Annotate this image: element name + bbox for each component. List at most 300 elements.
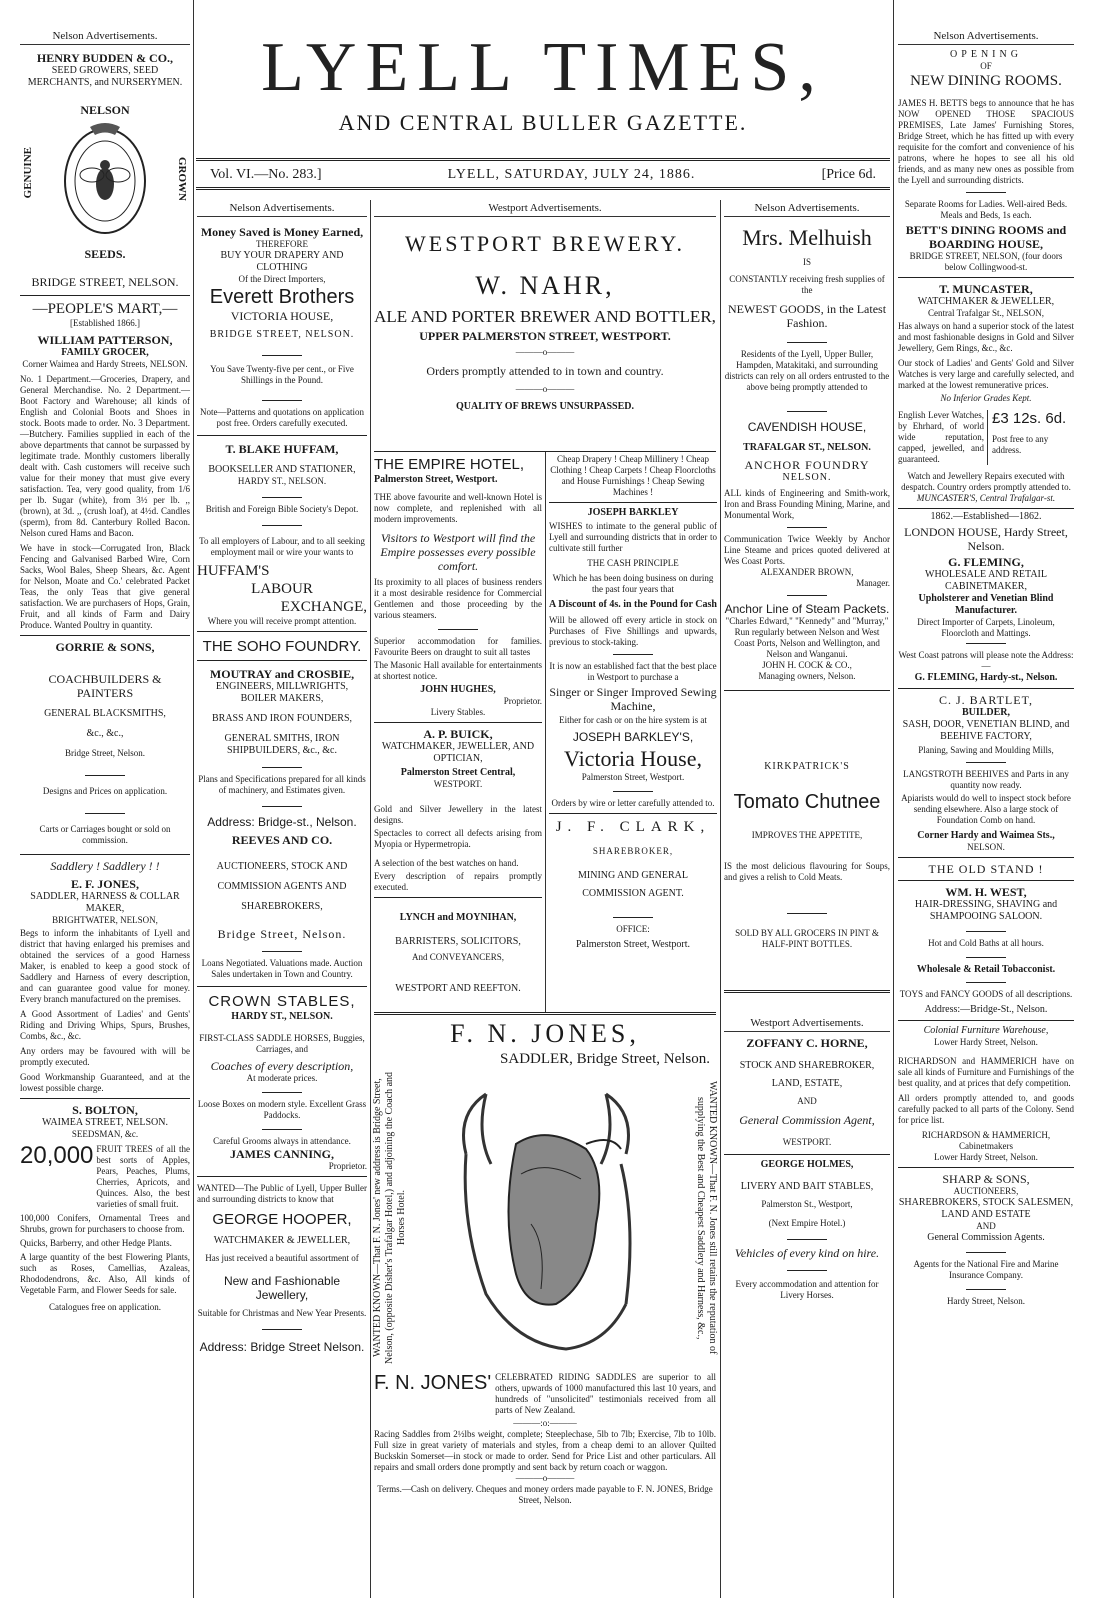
dateline: LYELL, SATURDAY, JULY 24, 1886.	[447, 167, 696, 182]
bartlet-addr: Corner Hardy and Waimea Sts.,	[917, 830, 1055, 841]
divider	[787, 411, 827, 412]
fleming-addr: G. FLEMING, Hardy-st., Nelson.	[914, 672, 1058, 683]
buick-body: Gold and Silver Jewellery in the latest designs.	[374, 804, 542, 825]
bolton-body2: 100,000 Conifers, Ornamental Trees and Shrubs, grown for purchasers to choose from.	[20, 1213, 190, 1234]
everett-top: Money Saved is Money Earned,	[200, 225, 364, 239]
crown-prop: JAMES CANNING,	[229, 1147, 334, 1161]
divider	[898, 1167, 1074, 1168]
mart-est: [Established 1866.]	[70, 318, 140, 328]
column-4	[549, 452, 717, 1012]
efjones-body4: Good Workmanship Guaranteed, and at the lowest possible charge.	[20, 1072, 190, 1093]
barkley-house: Victoria House,	[564, 746, 702, 771]
bartlet-builder: BUILDER,	[961, 707, 1011, 718]
bee-seal-icon	[60, 119, 150, 239]
divider	[898, 857, 1074, 858]
patterson-addr: Corner Waimea and Hardy Streets, NELSON.	[22, 359, 188, 369]
separator: ———o———	[515, 384, 575, 394]
crown-rates: At moderate prices.	[246, 1073, 318, 1083]
clark-mining: MINING AND GENERAL COMMISSION AGENT.	[578, 870, 688, 899]
empire-title: THE EMPIRE HOTEL,	[374, 456, 525, 473]
column-rule	[370, 200, 371, 1598]
divider	[966, 762, 1006, 763]
efjones-body: Begs to inform the inhabitants of Lyell and district that having enlarged his premises and obtained the services of a good Harness Maker, is enabled to keep a good stock of Saddlery and Harness of every description, and can guarantee good value for money. Every branch manufactured on the premises.	[20, 928, 190, 1004]
melhuish-is: IS	[802, 257, 811, 267]
jones-right-vertical: WANTED KNOWN—That F. N. Jones still retains the reputation of supplying the Best and Cheapest Saddlery and Harness, &c.,	[695, 1081, 718, 1355]
west-trade: HAIR-DRESSING, SHAVING and SHAMPOOING SALOON.	[914, 899, 1058, 922]
muncaster-lever-row	[898, 410, 1074, 465]
barkley-cash: THE CASH PRINCIPLE	[587, 558, 679, 568]
horne-trade: STOCK AND SHAREBROKER,	[739, 1060, 875, 1071]
gorrie-carts: Carts or Carriages bought or sold on commission.	[39, 824, 171, 845]
packets-body: Run regularly between Nelson and West Coast Ports, Nelson and Wellington, and Nelson and Wanganui.	[734, 627, 880, 659]
bolton-big: 20,000	[20, 1142, 94, 1169]
divider	[898, 880, 1074, 881]
muncaster-price-box	[988, 410, 1074, 456]
crown-grooms: Careful Grooms always in attendance.	[213, 1136, 351, 1146]
bartlet-town: NELSON.	[967, 842, 1005, 852]
divider	[549, 502, 717, 503]
jones-terms: Terms.—Cash on delivery. Cheques and money orders made payable to F. N. JONES, Bridge Street, Nelson.	[377, 1484, 713, 1505]
buick-name: A. P. BUICK,	[423, 727, 493, 741]
hooper-wanted: WANTED—The Public of Lyell, Upper Buller and surrounding districts to know that	[197, 1183, 367, 1204]
tomato: Tomato Chutnee	[733, 791, 881, 813]
betts-addr: BRIDGE STREET, NELSON, (four doors below Collingwood-st.	[909, 251, 1063, 272]
section-header: Westport Advertisements.	[724, 1015, 890, 1032]
fn-jones-ad	[374, 1012, 716, 1598]
divider	[724, 1154, 890, 1155]
divider	[613, 654, 653, 655]
divider	[438, 629, 478, 630]
westport-brewery-ad	[374, 200, 716, 452]
barkley-orders: Orders by wire or letter carefully attended to.	[551, 798, 715, 808]
gorrie-name: GORRIE & SONS,	[55, 640, 155, 654]
divider	[898, 688, 1074, 689]
divider	[966, 931, 1006, 932]
lynch-name: LYNCH and MOYNIHAN,	[399, 912, 517, 923]
betts-title: BETT'S DINING ROOMS and BOARDING HOUSE,	[905, 223, 1067, 251]
jones-name2: F. N. JONES'	[374, 1372, 492, 1394]
horne-and: AND	[797, 1096, 817, 1106]
section-header: Nelson Advertisements.	[898, 28, 1074, 45]
huffam-labour2: LABOUR	[251, 581, 313, 597]
horne-name: ZOFFANY C. HORNE,	[746, 1036, 868, 1050]
reeves-loans: Loans Negotiated. Valuations made. Auction Sales undertaken in Town and Country.	[201, 958, 363, 979]
holmes-next: (Next Empire Hotel.)	[768, 1218, 846, 1228]
lynch-conv: And CONVEYANCERS,	[411, 952, 504, 962]
everett-addr: BRIDGE STREET, NELSON.	[209, 329, 355, 340]
bartlet-planing: Planing, Sawing and Moulding Mills,	[918, 745, 1054, 755]
saddlery-heading: Saddlery ! Saddlery ! !	[50, 859, 160, 873]
rh-body2: All orders promptly attended to, and goods carefully packed to all parts of the Colony. Send for price list.	[898, 1093, 1074, 1125]
everett-of: Of the Direct Importers,	[238, 274, 326, 284]
separator: ———:o:———	[513, 1418, 577, 1428]
sharp-general: General Commission Agents.	[927, 1232, 1045, 1243]
west-name: WM. H. WEST,	[945, 885, 1027, 899]
huffam-bible: British and Foreign Bible Society's Depot.	[205, 504, 359, 514]
anchor-body: ALL kinds of Engineering and Smith-work, Iron and Brass Founding Mining, Marine, and Monumental Work,	[724, 488, 890, 520]
bartlet-body: LANGSTROTH BEEHIVES and Parts in any quantity now ready.	[903, 769, 1069, 790]
column-rule	[193, 0, 194, 1598]
buick-body2: Spectacles to correct all defects arising from Myopia or Hypermetropia.	[374, 828, 542, 849]
hooper-addr: Address: Bridge Street Nelson.	[199, 1340, 365, 1354]
melhuish-body2: Residents of the Lyell, Upper Buller, Hampden, Matakitaki, and surrounding districts can rely on all orders entrusted to the above being promptly attended to	[724, 349, 890, 392]
soho-title: THE SOHO FOUNDRY.	[202, 638, 362, 655]
nahr-quality: QUALITY OF BREWS UNSURPASSED.	[456, 401, 634, 412]
muncaster-body: Has always on hand a superior stock of the latest and most fashionable designs in Gold and Silver Jewellery, Gem Rings, &c., &c.	[898, 321, 1074, 353]
divider	[197, 435, 367, 436]
barkley-body2: Which he has been doing business on during the past four years that	[552, 573, 714, 594]
melhuish-body: CONSTANTLY receiving fresh supplies of the	[729, 274, 885, 295]
divider	[20, 854, 190, 855]
huffam-where: Where you will receive prompt attention.	[207, 616, 357, 626]
fleming-wc: West Coast patrons will please note the Address:—	[898, 650, 1074, 671]
holmes-trade: LIVERY AND BAIT STABLES,	[740, 1181, 874, 1192]
patterson-name: WILLIAM PATTERSON,	[37, 333, 173, 347]
anchor-comm: Communication Twice Weekly by Anchor Line Steame and prices quoted delivered at Wes Coast Ports.	[724, 534, 890, 566]
betts-body: JAMES H. BETTS begs to announce that he has NOW OPENED THOSE SPACIOUS PREMISES, Late James' Furnishing Stores, Bridge Street, which he has fitted up with every requisite for the comfort and convenience of his patrons, where he hopes to see all his old friends, and as many new ones as possible from the Lyell and surrounding districts.	[898, 98, 1074, 185]
crown-coaches: Coaches of every description,	[210, 1059, 354, 1073]
barkley-cheap: Cheap Drapery ! Cheap Millinery ! Cheap Clothing ! Cheap Carpets ! Cheap Floorcloths and House Furnishings ! Cheap Sewing Machines !	[550, 454, 716, 497]
hooper-trade: WATCHMAKER & JEWELLER,	[213, 1235, 351, 1246]
muncaster-inferior: No Inferior Grades Kept.	[940, 393, 1032, 403]
gorrie-designs: Designs and Prices on application.	[42, 786, 168, 796]
barkley-singer: Singer or Singer Improved Sewing Machine,	[549, 685, 717, 713]
divider	[966, 957, 1006, 958]
sharp-auct: AUCTIONEERS,	[953, 1186, 1019, 1196]
huffam-trade: BOOKSELLER AND STATIONER,	[208, 464, 356, 475]
sharp-agents: Agents for the National Fire and Marine Insurance Company.	[913, 1259, 1059, 1280]
empire-proprietor: Proprietor.	[503, 696, 542, 706]
sharp-addr: Hardy Street, Nelson.	[947, 1296, 1025, 1306]
clark-addr: Palmerston Street, Westport.	[576, 939, 690, 950]
huffam-addr: HARDY ST., NELSON.	[237, 476, 327, 486]
barkley-either: Either for cash or on the hire system is at	[559, 715, 707, 725]
divider	[262, 951, 302, 952]
dateline-bar	[196, 161, 890, 187]
price: [Price 6d.	[821, 167, 876, 182]
crown-addr: HARDY ST., NELSON.	[231, 1011, 333, 1022]
clark-trade: SHAREBROKER,	[592, 846, 674, 856]
budden-name: HENRY BUDDEN & CO.,	[36, 51, 174, 65]
volume-number: Vol. VI.—No. 283.]	[210, 167, 322, 182]
patterson-trade: FAMILY GROCER,	[61, 347, 149, 358]
divider	[197, 660, 367, 661]
holmes-accom: Every accommodation and attention for Livery Horses.	[735, 1279, 879, 1300]
divider	[966, 1252, 1006, 1253]
horne-land: LAND, ESTATE,	[771, 1078, 843, 1089]
efjones-body3: Any orders may be favoured with will be promptly executed.	[20, 1046, 190, 1067]
reeves-trade: AUCTIONEERS, STOCK AND COMMISSION AGENTS AND SHAREBROKERS,	[216, 861, 348, 912]
london-title: LONDON HOUSE, Hardy Street, Nelson.	[904, 525, 1068, 553]
masthead-rule	[196, 187, 890, 190]
melhuish-name: Mrs. Melhuish	[742, 225, 872, 250]
divider	[787, 913, 827, 914]
column-rule	[545, 452, 546, 1012]
column-2	[197, 200, 367, 1598]
barkley-name: JOSEPH BARKLEY	[587, 507, 679, 518]
anchor-title: ANCHOR FOUNDRY	[744, 458, 870, 472]
packets-ships: "Charles Edward," "Kennedy" and "Murray,"	[725, 616, 889, 626]
clark-office: OFFICE:	[616, 924, 650, 934]
lynch-addr: WESTPORT AND REEFTON.	[395, 983, 521, 994]
divider	[787, 342, 827, 343]
colonial-addr: Lower Hardy Street, Nelson.	[934, 1037, 1038, 1047]
bartlet-body2: Apiarists would do well to inspect stock before sending elsewhere. Also a large stock of Foundation Comb on hand.	[901, 793, 1071, 825]
hooper-xmas: Suitable for Christmas and New Year Presents.	[197, 1308, 367, 1318]
divider	[787, 1270, 827, 1271]
lynch-trade: BARRISTERS, SOLICITORS,	[395, 936, 521, 947]
seal-top: NELSON	[80, 103, 130, 117]
rh-addr: Lower Hardy Street, Nelson.	[934, 1152, 1038, 1162]
divider	[262, 806, 302, 807]
muncaster-sig: MUNCASTER'S, Central Trafalgar-st.	[916, 493, 1056, 503]
holmes-name: GEORGE HOLMES,	[760, 1159, 854, 1170]
section-header: Westport Advertisements.	[374, 200, 716, 217]
column-5	[724, 200, 890, 1598]
buick-town: WESTPORT.	[433, 779, 483, 789]
column-rule	[893, 0, 894, 1598]
bolton-name: S. BOLTON,	[72, 1103, 138, 1117]
efjones-name: E. F. JONES,	[71, 877, 139, 891]
nahr-addr: UPPER PALMERSTON STREET, WESTPORT.	[419, 329, 671, 343]
empire-body2: Its proximity to all places of business renders it a most desirable residence for Commercial Gentlemen and those proceeding by the various steamers.	[374, 577, 542, 620]
barkley-name2: JOSEPH BARKLEY'S,	[572, 730, 694, 744]
seal-right: GROWN	[176, 157, 188, 201]
saddle-illustration	[374, 1068, 716, 1368]
divider	[787, 527, 827, 528]
west-tobacconist: Wholesale & Retail Tobacconist.	[916, 964, 1056, 975]
soho-address: Address: Bridge-st., Nelson.	[207, 815, 357, 829]
crown-title: CROWN STABLES,	[208, 993, 356, 1010]
fleming-name: G. FLEMING,	[948, 555, 1024, 569]
muncaster-trade: WATCHMAKER & JEWELLER,	[917, 296, 1055, 307]
masthead-subtitle: AND CENTRAL BULLER GAZETTE.	[338, 110, 748, 135]
oldstand: THE OLD STAND !	[928, 862, 1044, 876]
everett-save: You Save Twenty-five per cent., or Five Shillings in the Pound.	[210, 364, 354, 385]
colonial: Colonial Furniture Warehouse,	[923, 1025, 1049, 1036]
tomato-sold: SOLD BY ALL GROCERS IN PINT & HALF-PINT BOTTLES.	[735, 928, 879, 949]
dining-rooms: NEW DINING ROOMS.	[910, 73, 1062, 89]
jones-body2: Racing Saddles from 2½lbs weight, complete; Steeplechase, 5lb to 7lb; Exercise, 7lb to 10lb. Full size in great variety of materials and styles, from a cheap demi to an allover Quilted Buckskin Somerset—in stock or made to order. Send for Price List and other particulars. All repairs and small orders done promptly and sent back by return coach or waggon.	[374, 1429, 716, 1472]
sharp-trade: SHAREBROKERS, STOCK SALESMEN, LAND AND ESTATE	[898, 1197, 1074, 1220]
kirk: KIRKPATRICK'S	[764, 761, 850, 772]
jones-addr: SADDLER, Bridge Street, Nelson.	[500, 1051, 710, 1067]
divider	[724, 990, 890, 993]
efjones-trade: SADDLER, HARNESS & COLLAR MAKER,	[30, 891, 180, 914]
of: OF	[980, 61, 992, 71]
nahr-orders: Orders promptly attended to in town and country.	[426, 364, 664, 378]
west-baths: Hot and Cold Baths at all hours.	[928, 938, 1044, 948]
divider	[262, 525, 302, 526]
seal-bottom: SEEDS.	[84, 247, 126, 261]
muncaster-price: £3 12s. 6d.	[992, 410, 1067, 427]
jones-celebrated	[374, 1372, 716, 1416]
holmes-vehicles: Vehicles of every kind on hire.	[734, 1246, 880, 1260]
opening: OPENING	[950, 49, 1022, 60]
empire-body3: Superior accommodation for families. Favourite Beers on draught to suit all tastes	[374, 636, 542, 657]
barkley-body4: It is now an established fact that the best place in Westport to purchase a	[549, 661, 717, 682]
budden-desc: SEED GROWERS, SEED MERCHANTS, and NURSERYMEN.	[27, 65, 183, 88]
divider	[197, 986, 367, 987]
west-addr: Address:—Bridge-St., Nelson.	[924, 1004, 1048, 1015]
crown-proprietor: Proprietor.	[328, 1161, 367, 1171]
gorrie-addr: Bridge Street, Nelson.	[65, 748, 145, 758]
betts-rooms: Separate Rooms for Ladies. Well-aired Beds. Meals and Beds, 1s each.	[904, 199, 1068, 220]
divider	[197, 1176, 367, 1177]
column-6	[898, 0, 1074, 1598]
reeves-addr: Bridge Street, Nelson.	[217, 927, 347, 941]
bolton-catalogue: Catalogues free on application.	[49, 1302, 161, 1312]
divider	[966, 192, 1006, 193]
divider	[374, 722, 542, 723]
empire-prop: JOHN HUGHES,	[420, 684, 496, 695]
jones-title: F. N. JONES,	[450, 1019, 640, 1048]
fleming-uph: Upholsterer and Venetian Blind Manufacturer.	[918, 593, 1054, 616]
patterson-body: No. 1 Department.—Groceries, Drapery, and General Merchandise. No. 2 Department.—Boot Factory and Warehouse; all kinds of English and Colonial Boots and Shoes in stock. Boots made to order. No. 3 Department.—Butchery. Families supplied in each of the above departments that cannot be surpassed by legitimate trade. Monthly customers liberally dealt with. Cash customers will receive such value for their money that must give every satisfaction. Tea, very good quality, from 1/6 per lb. Sugar (white), from 3½ per lb. ,, (brown), at 3d. ,, (crush loaf), at 4½d. Candles (sperm), from 8d. Canterbury Rolled Bacon. Nelson cured Hams and Bacon.	[20, 374, 190, 538]
mart-title: —PEOPLE'S MART,—	[32, 301, 178, 317]
divider	[374, 897, 542, 898]
everett-buy: BUY YOUR DRAPERY AND CLOTHING	[220, 250, 344, 273]
rh-body: RICHARDSON and HAMMERICH have on sale all kinds of Furniture and Furnishings of the best quality, and at prices that defy competition.	[898, 1056, 1074, 1088]
bartlet-name: C. J. BARTLET,	[938, 693, 1034, 707]
empire-body: THE above favourite and well-known Hotel is now complete, and replenished with all modern improvements.	[374, 492, 542, 524]
divider	[262, 355, 302, 356]
divider	[787, 595, 827, 596]
divider	[20, 1098, 190, 1099]
bolton-body3: Quicks, Barberry, and other Hedge Plants.	[20, 1238, 172, 1248]
tomato-body: IS the most delicious flavouring for Soups, and gives a relish to Cold Meats.	[724, 861, 890, 882]
column-1	[20, 0, 190, 1598]
masthead	[196, 0, 890, 200]
bartlet-trade: SASH, DOOR, VENETIAN BLIND, and BEEHIVE FACTORY,	[902, 719, 1070, 742]
separator: ———o———	[515, 347, 575, 357]
jones-body: CELEBRATED RIDING SADDLES are superior to all others, upwards of 1000 manufactured this last 10 years, and hundreds of "unsolicited" testimonials received from all parts of New Zealand.	[495, 1372, 716, 1415]
bolton-body: FRUIT TREES of all the best sorts of Apples, Pears, Peaches, Plums, Cherries, Apricots, and Quinces. Also, the best varieties of small fruit.	[96, 1144, 190, 1209]
seed-seal	[20, 117, 190, 247]
bolton-body4: A large quantity of the best Flowering Plants, such as Roses, Camellias, Azaleas, Rhododendrons, &c. Also, All kinds of Vegetable Farm, and Flower Seeds for sale.	[20, 1252, 190, 1295]
divider	[262, 767, 302, 768]
buick-trade: WATCHMAKER, JEWELLER, AND OPTICIAN,	[381, 741, 535, 764]
huffam-body: To all employers of Labour, and to all seeking employment mail or wire your wants to	[199, 536, 365, 557]
rh-sig: RICHARDSON & HAMMERICH, Cabinetmakers	[921, 1130, 1051, 1151]
divider	[85, 775, 125, 776]
horne-town: WESTPORT.	[782, 1137, 832, 1147]
column-rule	[720, 200, 721, 1598]
holmes-addr: Palmerston St., Westport,	[761, 1199, 853, 1209]
crown-boxes: Loose Boxes on modern style. Excellent Grass Paddocks.	[197, 1099, 367, 1120]
divider	[966, 1289, 1006, 1290]
packets-sig: JOHN H. COCK & CO.,	[762, 660, 852, 670]
everett-name: Everett Brothers	[209, 286, 355, 308]
brewery-title: WESTPORT BREWERY.	[405, 231, 685, 256]
divider	[20, 295, 190, 296]
muncaster-repairs: Watch and Jewellery Repairs executed with despatch. Country orders promptly attended to.	[901, 471, 1071, 492]
divider	[20, 635, 190, 636]
nahr-name: W. NAHR,	[475, 271, 615, 300]
section-header: Nelson Advertisements.	[724, 200, 890, 217]
bolton-trade: SEEDSMAN, &c.	[71, 1129, 139, 1139]
huffam-labour1: HUFFAM'S	[197, 563, 270, 579]
divider	[85, 813, 125, 814]
efjones-body2: A Good Assortment of Ladies' and Gents' Riding and Driving Whips, Spurs, Brushes, Combs, &c., &c.	[20, 1009, 190, 1041]
divider	[787, 1239, 827, 1240]
anchor-manager: Manager.	[856, 578, 890, 588]
divider	[898, 508, 1074, 509]
cavendish-addr: TRAFALGAR ST., NELSON.	[743, 442, 871, 453]
buick-body4: Every description of repairs promptly executed.	[374, 871, 542, 892]
empire-body4: The Masonic Hall available for entertainments at shortest notice.	[374, 660, 542, 681]
section-header: Nelson Advertisements.	[20, 28, 190, 45]
everett-therefore: THEREFORE	[255, 239, 308, 249]
gorrie-trade: COACHBUILDERS & PAINTERS	[48, 672, 162, 700]
divider	[197, 631, 367, 632]
divider	[549, 813, 717, 814]
jones-left-vertical: WANTED KNOWN—That F. N. Jones' new address is Bridge Street, Nelson, (opposite Disher's Trafalgar Hotel,) and adjoining the Coach and Horses Hotel.	[372, 1071, 407, 1365]
packets-owners: Managing owners, Nelson.	[758, 671, 856, 681]
soho-smiths: GENERAL SMITHS, IRON SHIPBUILDERS, &c., &c.	[224, 733, 340, 756]
saddle-icon	[446, 1074, 646, 1364]
huffam-labour3: EXCHANGE,	[280, 599, 367, 615]
divider	[724, 690, 890, 691]
bolton-trees	[20, 1144, 190, 1210]
west-toys: TOYS and FANCY GOODS of all descriptions.	[899, 989, 1073, 999]
soho-engineers: ENGINEERS, MILLWRIGHTS, BOILER MAKERS,	[215, 681, 349, 704]
huffam-name: T. BLAKE HUFFAM,	[225, 442, 339, 456]
nahr-trade: ALE AND PORTER BREWER AND BOTTLER,	[374, 307, 716, 326]
divider	[898, 1020, 1074, 1021]
clark-name: J. F. CLARK,	[555, 819, 711, 835]
divider	[898, 277, 1074, 278]
column-3	[374, 452, 542, 1012]
patterson-body2: We have in stock—Corrugated Iron, Black Fencing and Galvanised Barbed Wire, Corn Sacks, Wool Bales, Sheep Shears, &c. Agent for Nelson, Moate and Co.' celebrated Packet Teas, the only Teas that give general satisfaction. We are purchasers of Hops, Grain, Fruit, and all kinds of Farm and Dairy Produce. Wanted Poultry in quantity.	[20, 543, 190, 630]
divider	[613, 791, 653, 792]
divider	[262, 400, 302, 401]
gorrie-etc: &c., &c.,	[86, 728, 124, 739]
barkley-body: WISHES to intimate to the general public of Lyell and surrounding districts that in order to cultivate still further	[549, 521, 717, 553]
hooper-name: GEORGE HOOPER,	[212, 1211, 352, 1228]
hooper-body: Has just received a beautiful assortment of	[205, 1253, 359, 1263]
cavendish: CAVENDISH HOUSE,	[747, 420, 867, 434]
everett-note: Note—Patterns and quotations on application post free. Orders carefully executed.	[200, 407, 364, 428]
soho-plans: Plans and Specifications prepared for all kinds of machinery, and Estimates given.	[198, 774, 366, 795]
seal-left: GENUINE	[22, 147, 34, 199]
divider	[374, 1012, 716, 1015]
bolton-addr: WAIMEA STREET, NELSON.	[42, 1117, 168, 1128]
divider	[262, 497, 302, 498]
muncaster-lever: English Lever Watches, by Ehrhard, of world wide reputation, capped, jewelled, and guaranteed.	[898, 410, 988, 465]
soho-brass: BRASS AND IRON FOUNDERS,	[211, 713, 353, 724]
divider	[613, 917, 653, 918]
divider	[966, 982, 1006, 983]
section-header: Nelson Advertisements.	[197, 200, 367, 217]
empire-visitors: Visitors to Westport will find the Empire possesses every possible comfort.	[380, 531, 536, 573]
muncaster-body2: Our stock of Ladies' and Gents' Gold and Silver Watches is very large and carefully selected, and marked at the lowest remunerative prices.	[898, 358, 1074, 390]
horne-general: General Commission Agent,	[739, 1113, 875, 1127]
london-dates: 1862.—Established—1862.	[930, 511, 1042, 522]
divider	[966, 643, 1006, 644]
separator: ———o———	[515, 1473, 575, 1483]
barkley-body3: Will be allowed off every article in stock on Purchases of Five Shillings and upwards, previous to stock-taking.	[549, 615, 717, 647]
fleming-trade: WHOLESALE AND RETAIL CABINETMAKER,	[925, 569, 1047, 592]
soho-names: MOUTRAY and CROSBIE,	[209, 667, 355, 681]
divider	[262, 1129, 302, 1130]
buick-addr: Palmerston Street Central,	[400, 767, 516, 778]
gorrie-smith: GENERAL BLACKSMITHS,	[44, 708, 166, 719]
sharp-name: SHARP & SONS,	[942, 1172, 1030, 1186]
anchor-sig: ALEXANDER BROWN,	[760, 567, 854, 577]
packets-title: Anchor Line of Steam Packets.	[724, 602, 890, 616]
buick-body3: A selection of the best watches on hand.	[374, 858, 519, 868]
